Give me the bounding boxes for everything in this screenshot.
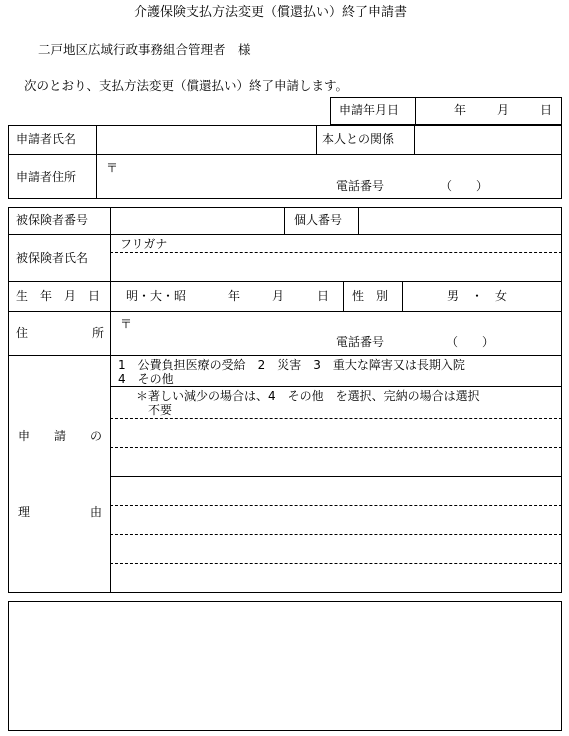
reason-note-line1: ＊著しい減少の場合は、4 その他 を選択、完納の場合は選択 [136,389,480,403]
application-date-label: 申請年月日 [339,103,400,117]
insured-number-label: 被保険者番号 [16,213,89,227]
applicant-postal-mark: 〒 [106,161,119,175]
relation-field[interactable] [416,127,560,152]
reason-line[interactable] [110,505,562,506]
applicant-address-field[interactable] [120,158,560,176]
reason-line[interactable] [110,447,562,448]
applicant-address-label: 申請者住所 [16,170,77,184]
application-year-unit[interactable]: 年 [454,103,467,117]
form-title: 介護保険支払方法変更（償還払い）終了申請書 [134,5,408,20]
insured-phone-label: 電話番号 [336,335,385,349]
reason-options-divider [110,386,562,387]
reason-line[interactable] [110,534,562,535]
addressee: 二戸地区広域行政事務組合管理者 様 [38,42,251,57]
reason-options-line2[interactable]: 4 その他 [118,372,174,386]
insured-postal-mark: 〒 [120,317,133,331]
reason-label-bottom: 理 由 [18,505,102,519]
birth-day-unit[interactable]: 日 [317,289,330,303]
sex-options[interactable]: 男 ・ 女 [447,289,508,303]
birth-date-label: 生 年 月 日 [16,289,101,303]
insured-name-label: 被保険者氏名 [16,251,89,265]
furigana-divider [110,252,562,253]
personal-number-field[interactable] [360,209,560,232]
reason-label-top: 申 請 の [18,429,102,443]
intro-text: 次のとおり、支払方法変更（償還払い）終了申請します。 [24,78,349,93]
application-day-unit[interactable]: 日 [540,103,553,117]
applicant-phone-label: 電話番号 [336,179,385,193]
insured-number-field[interactable] [112,209,282,232]
relation-label: 本人との関係 [322,132,395,146]
applicant-phone-field[interactable]: （ ） [440,179,489,193]
insured-name-field[interactable] [112,254,560,280]
applicant-name-field[interactable] [98,127,314,152]
reason-options-line1[interactable]: 1 公費負担医療の受給 2 災害 3 重大な障害又は長期入院 [118,358,465,372]
reason-line[interactable] [110,563,562,564]
insured-address-label: 住 所 [16,326,104,340]
application-month-unit[interactable]: 月 [497,103,510,117]
remarks-box[interactable] [8,601,562,731]
birth-year-unit[interactable]: 年 [228,289,241,303]
furigana-label: フリガナ [120,237,168,251]
personal-number-label: 個人番号 [294,213,343,227]
birth-month-unit[interactable]: 月 [272,289,285,303]
era-options[interactable]: 明・大・昭 [126,289,187,303]
reason-note-line2: 不要 [148,403,173,417]
reason-line[interactable] [110,476,562,477]
insured-phone-field[interactable]: （ ） [446,335,495,349]
sex-label: 性 別 [352,289,389,303]
insured-address-field[interactable] [134,314,560,332]
reason-line[interactable] [110,418,562,419]
applicant-name-label: 申請者氏名 [16,132,77,146]
